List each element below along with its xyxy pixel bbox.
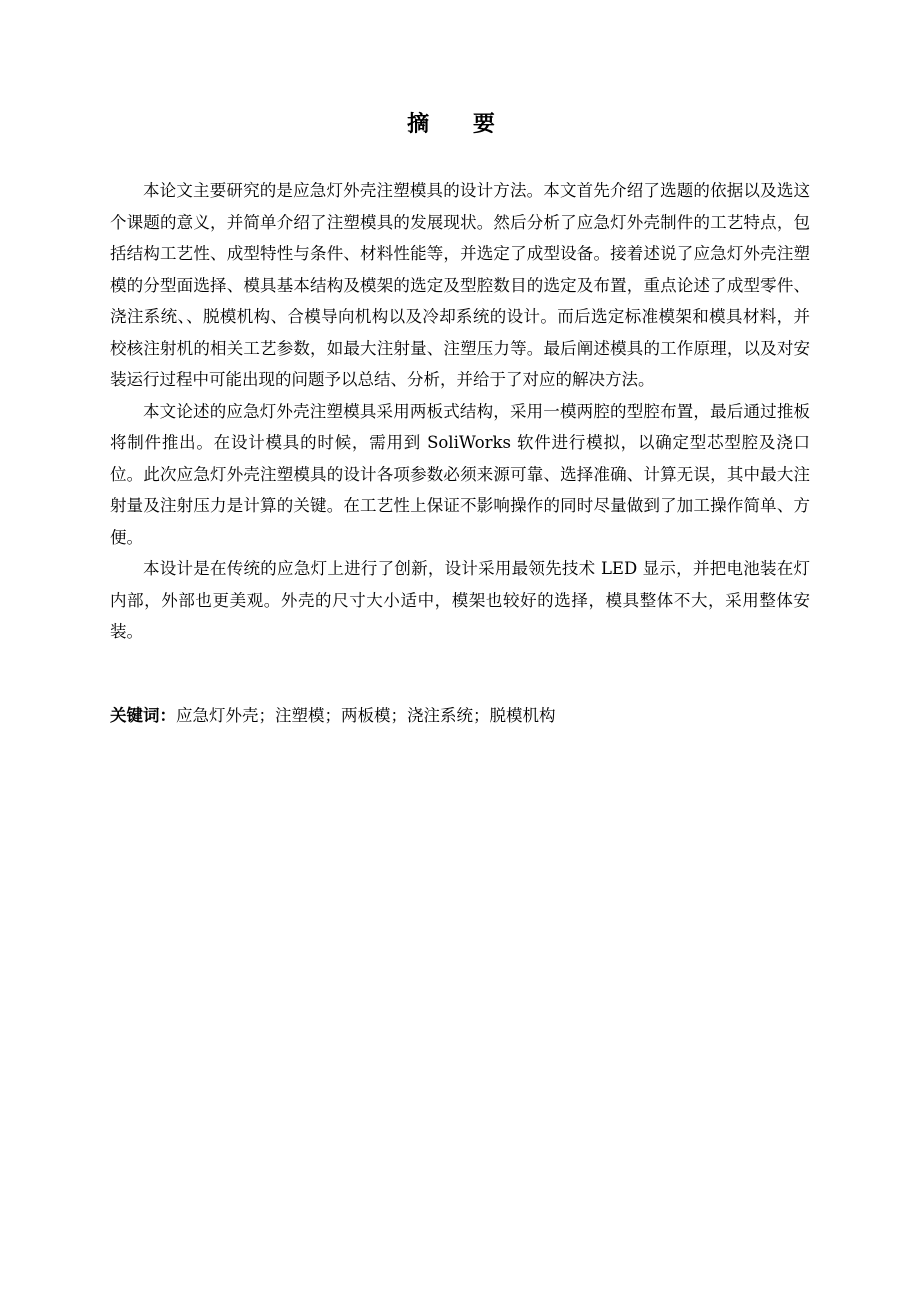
keywords-line xyxy=(110,700,810,732)
abstract-paragraph-3: 本设计是在传统的应急灯上进行了创新，设计采用最领先技术 LED 显示，并把电池装在灯内部，外部也更美观。外壳的尺寸大小适中，模架也较好的选择，模具整体不大，采用整体安装。 xyxy=(110,559,810,641)
keywords-label: 关键词： xyxy=(110,706,176,725)
abstract-paragraph-1: 本论文主要研究的是应急灯外壳注塑模具的设计方法。本文首先介绍了选题的依据以及选这个课题的意义，并简单介绍了注塑模具的发展现状。然后分析了应急灯外壳制件的工艺特点，包括结构工艺性、成型特性与条件、材料性能等，并选定了成型设备。接着述说了应急灯外壳注塑模的分型面选择、模具基本结构及模架的选定及型腔数目的选定及布置，重点论述了成型零件、浇注系统、、脱模机构、合模导向机构以及冷却系统的设计。而后选定标准模架和模具材料，并校核注射机的相关工艺参数，如最大注射量、注塑压力等。最后阐述模具的工作原理，以及对安装运行过程中可能出现的问题予以总结、分析，并给于了对应的解决方法。 xyxy=(110,181,810,389)
keywords-value: 应急灯外壳；注塑模；两板模；浇注系统；脱模机构 xyxy=(176,706,556,725)
abstract-paragraph-2: 本文论述的应急灯外壳注塑模具采用两板式结构，采用一模两腔的型腔布置，最后通过推板将制件推出。在设计模具的时候，需用到 SoliWorks 软件进行模拟，以确定型芯型腔及浇口位。此次应急灯外壳注塑模具的设计各项参数必须来源可靠、选择准确、计算无误，其中最大注射量及注射压力是计算的关键。在工艺性上保证不影响操作的同时尽量做到了加工操作简单、方便。 xyxy=(110,401,810,547)
abstract-body xyxy=(110,175,810,648)
abstract-title: 摘 要 xyxy=(407,112,513,137)
